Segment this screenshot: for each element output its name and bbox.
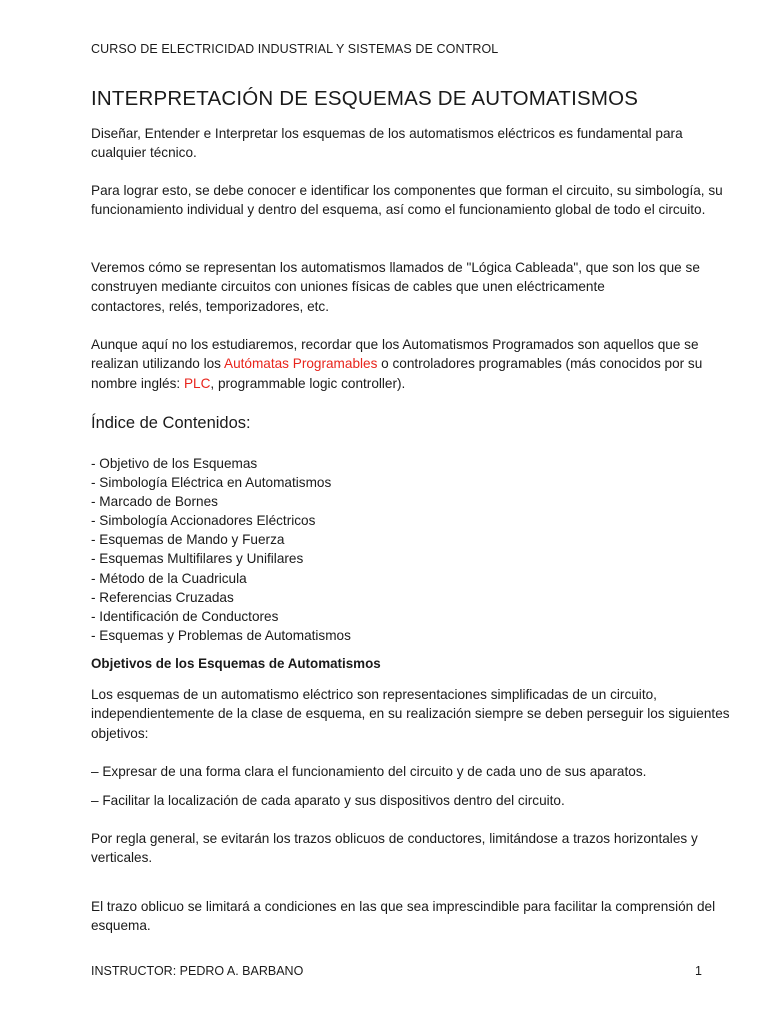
intro-paragraph-2: Para lograr esto, se debe conocer e identificar los componentes que forman el circuito, su simbología, su funcionamiento individual y dentro del esquema, así como el funcionamiento global de todo el circuito. xyxy=(91,183,723,218)
page-number: 1 xyxy=(695,964,702,978)
toc-item-cuadricula: - Método de la Cuadricula xyxy=(91,570,247,586)
index-heading: Índice de Contenidos: xyxy=(91,414,251,432)
toc-item-simbologia-electrica: - Simbología Eléctrica en Automatismos xyxy=(91,475,332,491)
objectives-paragraph-1: Los esquemas de un automatismo eléctrico son representaciones simplificadas de un circuito, independientemente de la clase de esquema, en su realización siempre se deben perseguir los siguientes objetivos: xyxy=(91,687,730,741)
plc-link[interactable]: PLC xyxy=(183,375,211,391)
p4-text-2: o controladores programables (más conocidos por su nombre inglés: xyxy=(91,356,703,391)
automatas-programables-link[interactable]: Autómatas Programables xyxy=(224,356,378,372)
toc-item-simbologia-accionadores: - Simbología Accionadores Eléctricos xyxy=(91,513,316,529)
intro-paragraph-3-line-2: contactores, relés, temporizadores, etc. xyxy=(91,298,329,314)
p4-text-1: Aunque aquí no los estudiaremos, recordar que los Automatismos Programados son aquellos que se realizan utilizando los xyxy=(91,337,699,372)
page-title: INTERPRETACIÓN DE ESQUEMAS DE AUTOMATISMOS xyxy=(91,87,639,110)
toc-item-marcado-bornes: - Marcado de Bornes xyxy=(91,494,218,510)
toc-item-conductores: - Identificación de Conductores xyxy=(91,608,279,624)
toc-item-multifilares: - Esquemas Multifilares y Unifilares xyxy=(91,551,304,567)
toc-item-problemas: - Esquemas y Problemas de Automatismos xyxy=(91,627,351,643)
intro-paragraph-1: Diseñar, Entender e Interpretar los esquemas de los automatismos eléctricos es fundamental para cualquier técnico. xyxy=(91,126,683,161)
footer-instructor: INSTRUCTOR: PEDRO A. BARBANO xyxy=(91,964,304,978)
toc-item-objetivo: - Objetivo de los Esquemas xyxy=(91,456,258,471)
objectives-heading: Objetivos de los Esquemas de Automatismos xyxy=(91,656,381,671)
intro-paragraph-3 xyxy=(91,258,731,316)
toc-item-referencias: - Referencias Cruzadas xyxy=(91,589,234,605)
objectives-paragraph-2: Por regla general, se evitarán los trazos oblicuos de conductores, limitándose a trazos horizontales y verticales. xyxy=(91,831,698,866)
objectives-bullet-1: – Expresar de una forma clara el funcionamiento del circuito y de cada uno de sus aparatos. xyxy=(91,764,647,779)
p4-text-3: , programmable logic controller). xyxy=(210,375,406,391)
intro-paragraph-4 xyxy=(91,335,731,393)
table-of-contents xyxy=(91,454,351,645)
intro-paragraph-3-line-1: Veremos cómo se representan los automatismos llamados de "Lógica Cableada", que son los que se construyen mediante circuitos con uniones físicas de cables que unen eléctricamente xyxy=(91,260,700,295)
page-header: CURSO DE ELECTRICIDAD INDUSTRIAL Y SISTEMAS DE CONTROL xyxy=(91,42,499,56)
objectives-paragraph-3: El trazo oblicuo se limitará a condiciones en las que sea imprescindible para facilitar la comprensión del esquema. xyxy=(91,899,716,934)
toc-item-mando-fuerza: - Esquemas de Mando y Fuerza xyxy=(91,532,285,548)
objectives-bullet-2: – Facilitar la localización de cada aparato y sus dispositivos dentro del circuito. xyxy=(91,793,565,808)
